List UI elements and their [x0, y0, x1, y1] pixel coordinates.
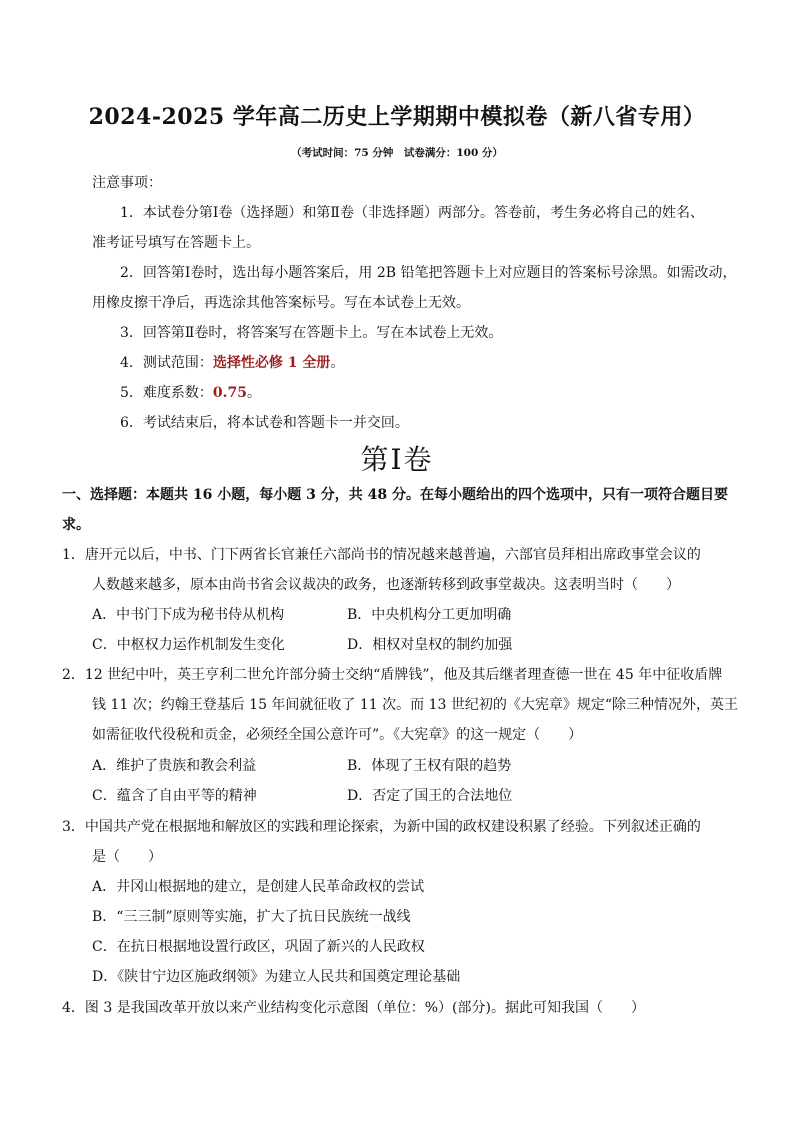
note-item-2: 2．回答第Ⅰ卷时，选出每小题答案后，用 2B 铅笔把答题卡上对应题目的答案标号涂黑。如需改动，	[120, 265, 737, 281]
question-3-option-a: A．井冈山根据地的建立，是创建人民革命政权的尝试	[92, 879, 425, 895]
question-2-line-1: 2．12 世纪中叶，英王亨利二世允许部分骑士交纳“盾牌钱”，他及其后继者理查德一世在 45 年中征收盾牌	[62, 667, 723, 683]
question-2-option-a: A．维护了贵族和教会利益	[92, 758, 257, 774]
instruction-body: 本题共 16 小题，每小题 3 分，共 48 分。在每小题给出的四个选项中，只有一项符合题目要	[146, 487, 728, 503]
notes-heading: 注意事项：	[92, 175, 162, 191]
question-4-line-1: 4．图 3 是我国改革开放以来产业结构变化示意图（单位：%）(部分)。据此可知我国（ ）	[62, 1000, 645, 1016]
question-1-line-1: 1．唐开元以后，中书、门下两省长官兼任六部尚书的情况越来越普遍，六部官员拜相出席政事堂会议的	[62, 547, 701, 563]
question-1-option-a: A．中书门下成为秘书侍从机构	[92, 607, 285, 623]
question-3-line-2: 是（ ）	[92, 849, 162, 865]
section-title: 第Ⅰ卷	[360, 443, 434, 476]
question-1-line-2: 人数越来越多，原本由尚书省会议裁决的政务，也逐渐转移到政事堂裁决。这表明当时（ ）	[92, 577, 680, 593]
difficulty-value: 0.75	[212, 385, 248, 401]
instruction-prefix: 一、选择题：	[62, 487, 146, 503]
note-item-4	[120, 348, 344, 378]
question-1-option-b: B．中央机构分工更加明确	[347, 607, 512, 623]
question-3-line-1: 3．中国共产党在根据地和解放区的实践和理论探索，为新中国的政权建设积累了经验。下列叙述正确的	[62, 819, 701, 835]
instruction-line	[62, 480, 728, 510]
note-item-5	[120, 378, 261, 408]
question-1-option-d: D．相权对皇权的制约加强	[347, 637, 513, 653]
note-item-3: 3．回答第Ⅱ卷时，将答案写在答题卡上。写在本试卷上无效。	[120, 325, 503, 341]
note-item-1: 1．本试卷分第Ⅰ卷（选择题）和第Ⅱ卷（非选择题）两部分。答卷前，考生务必将自己的姓名、	[120, 205, 704, 221]
question-2-option-c: C．蕴含了自由平等的精神	[92, 788, 257, 804]
note-item-5-suffix: 。	[247, 385, 262, 401]
exam-title: 2024-2025 学年高二历史上学期期中模拟卷（新八省专用）	[88, 104, 706, 130]
exam-subtitle: （考试时间：75 分钟 试卷满分：100 分）	[291, 147, 503, 159]
question-1-option-c: C．中枢权力运作机制发生变化	[92, 637, 285, 653]
note-item-4-prefix: 4．测试范围：	[120, 355, 213, 371]
note-item-4-suffix: 。	[330, 355, 345, 371]
question-2-option-d: D．否定了国王的合法地位	[347, 788, 513, 804]
instruction-line-cont: 求。	[62, 517, 90, 533]
question-3-option-b: B．“三三制”原则等实施，扩大了抗日民族统一战线	[92, 909, 411, 925]
note-item-5-prefix: 5．难度系数：	[120, 385, 213, 401]
question-2-option-b: B．体现了王权有限的趋势	[347, 758, 512, 774]
question-2-line-3: 如需征收代役税和贡金，必须经全国公意许可”。《大宪章》的这一规定（ ）	[92, 727, 583, 743]
test-scope-value: 选择性必修 1 全册	[212, 355, 331, 371]
question-3-option-d: D．《陕甘宁边区施政纲领》为建立人民共和国奠定理论基础	[92, 969, 461, 985]
question-2-line-2: 钱 11 次；约翰王登基后 15 年间就征收了 11 次。而 13 世纪初的《大宪章》规定“除三种情况外，英王	[92, 697, 739, 713]
note-item-2-cont: 用橡皮擦干净后，再选涂其他答案标号。写在本试卷上无效。	[92, 295, 470, 311]
question-3-option-c: C．在抗日根据地设置行政区，巩固了新兴的人民政权	[92, 939, 425, 955]
note-item-1-cont: 准考证号填写在答题卡上。	[92, 235, 260, 251]
note-item-6: 6．考试结束后，将本试卷和答题卡一并交回。	[120, 415, 409, 431]
